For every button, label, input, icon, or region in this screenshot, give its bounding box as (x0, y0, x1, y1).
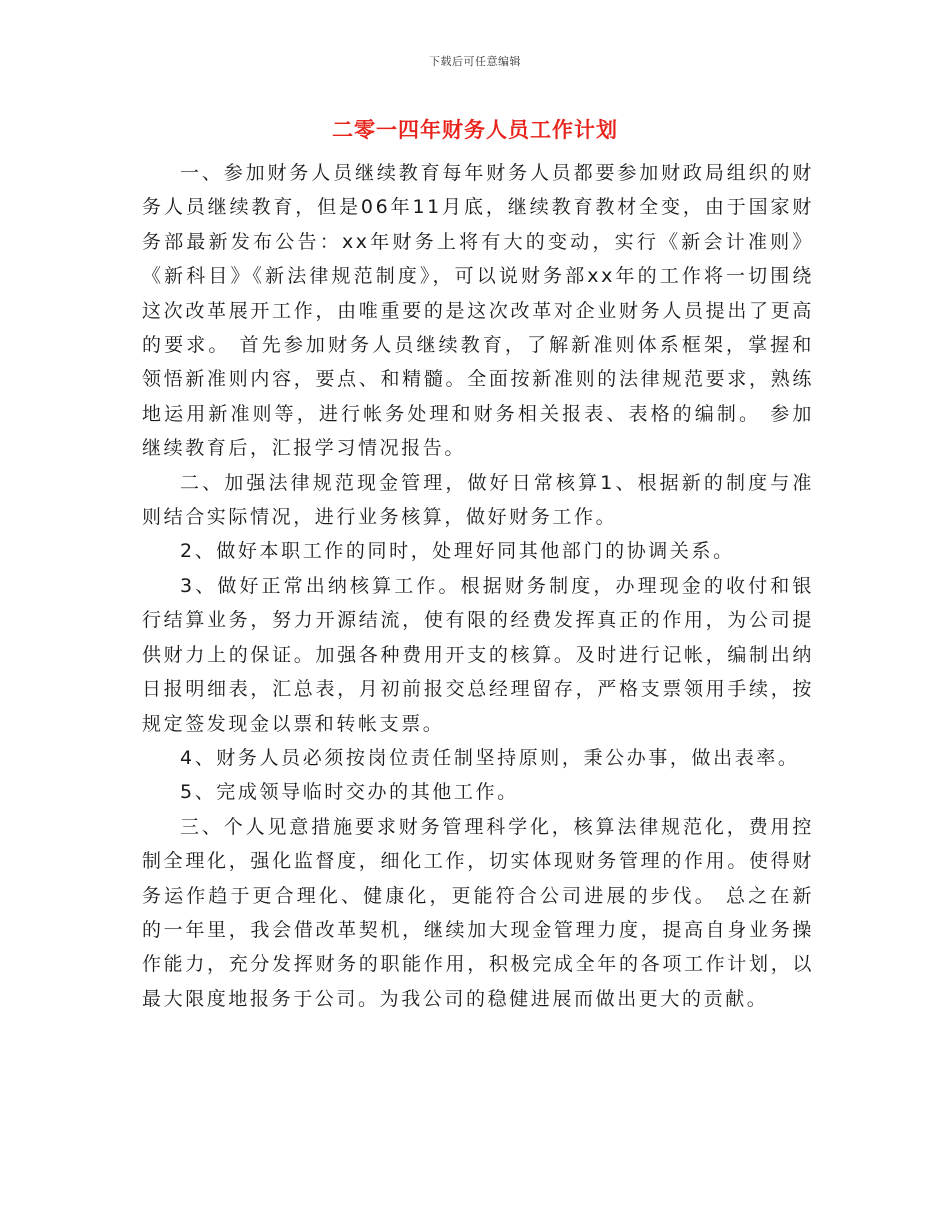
paragraph-5: 4、财务人员必须按岗位责任制坚持原则，秉公办事，做出表率。 (180, 746, 800, 769)
document-title: 二零一四年财务人员工作计划 (332, 117, 618, 142)
paragraph-7: 三、个人见意措施要求财务管理科学化，核算法律规范化，费用控制全理化，强化监督度，细化工作，切实体现财务管理的作用。使得财务运作趋于更合理化、健康化，更能符合公司进展的步伐。 总之在新的一年里，我会借改革契机，继续加大现金管理力度，提高自身业务操作能力，充分发挥财务的职能作用，积极完成全年的各项工作计划，以最大限度地报务于公司。为我公司的稳健进展而做出更大的贡献。 (142, 815, 814, 1010)
paragraph-6: 5、完成领导临时交办的其他工作。 (180, 781, 519, 804)
document-body (142, 156, 814, 1016)
header-note: 下载后可任意编辑 (429, 55, 521, 68)
paragraph-1: 一、参加财务人员继续教育每年财务人员都要参加财政局组织的财务人员继续教育，但是06年11月底，继续教育教材全变，由于国家财务部最新发布公告：xx年财务上将有大的变动，实行《新会计准则》《新科目》《新法律规范制度》，可以说财务部xx年的工作将一切围绕这次改革展开工作，由唯重要的是这次改革对企业财务人员提出了更高的要求。 首先参加财务人员继续教育，了解新准则体系框架，掌握和领悟新准则内容，要点、和精髓。全面按新准则的法律规范要求，熟练地运用新准则等，进行帐务处理和财务相关报表、表格的编制。 参加继续教育后，汇报学习情况报告。 (142, 162, 814, 460)
paragraph-2: 二、加强法律规范现金管理，做好日常核算1、根据新的制度与准则结合实际情况，进行业务核算，做好财务工作。 (142, 471, 814, 529)
paragraph-4: 3、做好正常出纳核算工作。根据财务制度，办理现金的收付和银行结算业务，努力开源结流，使有限的经费发挥真正的作用，为公司提供财力上的保证。加强各种费用开支的核算。及时进行记帐，编制出纳日报明细表，汇总表，月初前报交总经理留存，严格支票领用手续，按规定签发现金以票和转帐支票。 (142, 574, 814, 735)
paragraph-3: 2、做好本职工作的同时，处理好同其他部门的协调关系。 (180, 540, 735, 563)
